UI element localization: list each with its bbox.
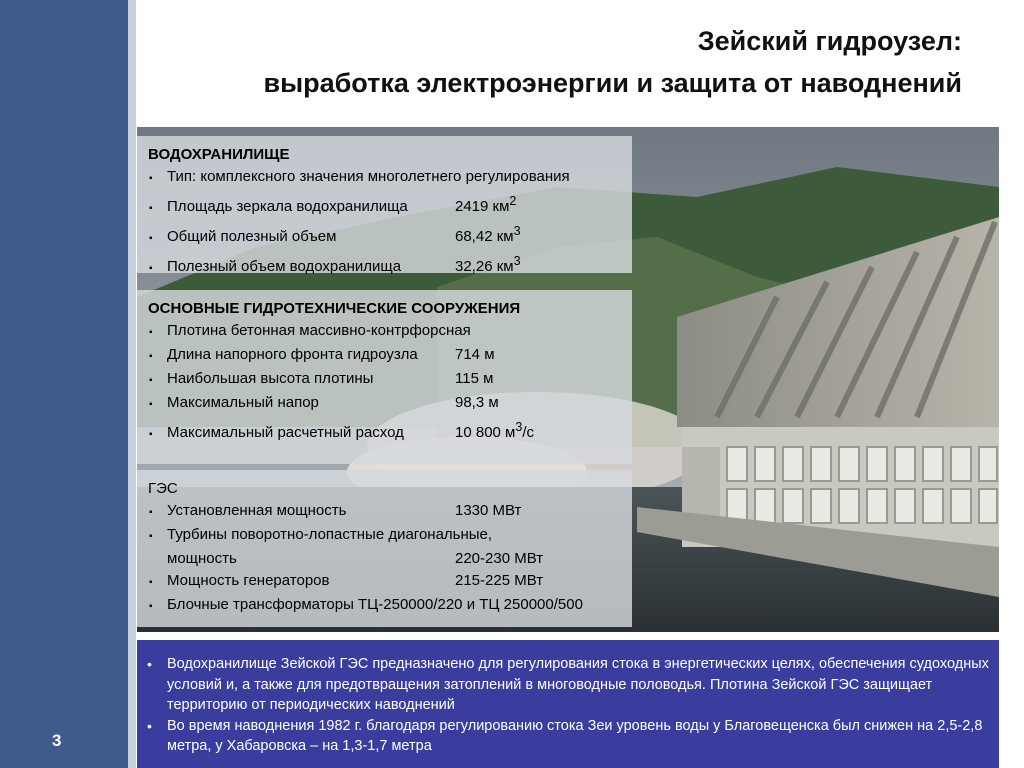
square-bullet-icon: ▪ — [149, 327, 153, 338]
square-bullet-icon: ▪ — [149, 601, 153, 612]
square-bullet-icon: ▪ — [149, 233, 153, 244]
square-bullet-icon: ▪ — [149, 399, 153, 410]
square-bullet-icon: ▪ — [149, 203, 153, 214]
list-item — [148, 570, 622, 594]
list-item — [148, 220, 622, 250]
max-head-value: 98,3 м — [455, 394, 499, 411]
list-item — [148, 392, 622, 416]
installed-capacity-label: Установленная мощность — [167, 502, 347, 519]
note-item — [147, 654, 989, 716]
total-volume-value: 68,42 $км^3$ — [455, 224, 521, 245]
list-item — [148, 524, 622, 548]
left-side-band — [0, 0, 128, 768]
installed-capacity-value: 1330 МВт — [455, 502, 522, 519]
reservoir-type-label: Тип: комплексного значения многолетнего регулирования — [167, 168, 570, 185]
useful-volume-label: Полезный объем водохранилища — [167, 258, 402, 275]
list-item — [148, 250, 622, 280]
list-item — [148, 344, 622, 368]
list-item — [148, 500, 622, 524]
generator-power-value: 215-225 МВт — [455, 572, 544, 589]
round-bullet-icon: • — [147, 717, 152, 734]
title-line-1: Зейский гидроузел: — [697, 26, 962, 56]
front-length-value: 714 м — [455, 346, 495, 363]
notes-panel — [137, 640, 999, 768]
slide-number: 3 — [52, 731, 62, 750]
turbine-power-label: мощность — [167, 550, 237, 567]
square-bullet-icon: ▪ — [149, 351, 153, 362]
title-line-2: выработка электроэнергии и защита от наводнений — [263, 68, 962, 98]
transformers-label: Блочные трансформаторы ТЦ-250000/220 и ТЦ 250000/500 — [167, 596, 583, 613]
list-item — [148, 166, 622, 190]
useful-volume-value: 32,26 $км^3$ — [455, 254, 521, 275]
note-text: Во время наводнения 1982 г. благодаря регулированию стока Зеи уровень воды у Благовещенска был снижен на 2,5-2,8 метра, у Хабаровска – на 1,3-1,7 метра — [167, 717, 983, 754]
square-bullet-icon: ▪ — [149, 263, 153, 274]
hpp-heading: ГЭС — [148, 480, 178, 497]
total-volume-label: Общий полезный объем — [167, 228, 337, 245]
turbines-label: Турбины поворотно-лопастные диагональные, — [167, 526, 493, 543]
surface-area-label: Площадь зеркала водохранилища — [167, 198, 408, 215]
reservoir-info-box — [137, 136, 632, 273]
front-length-label: Длина напорного фронта гидроузла — [167, 346, 418, 363]
square-bullet-icon: ▪ — [149, 375, 153, 386]
dam-type-label: Плотина бетонная массивно-контрфорсная — [167, 322, 471, 339]
list-item — [148, 594, 622, 618]
note-text: Водохранилище Зейской ГЭС предназначено для регулирования стока в энергетических целях, обеспечения судоходных условий и, а также для предотвращения затоплений в многоводные половодья. Плотина Зейской ГЭС защищает территорию от периодических наводнений — [167, 656, 989, 713]
max-height-label: Наибольшая высота плотины — [167, 370, 374, 387]
generator-power-label: Мощность генераторов — [167, 572, 330, 589]
max-height-value: 115 м — [455, 370, 494, 387]
square-bullet-icon: ▪ — [149, 577, 153, 588]
left-side-stripe — [128, 0, 136, 768]
structures-info-box — [137, 290, 632, 464]
list-item — [148, 416, 622, 446]
list-item — [148, 368, 622, 392]
max-discharge-value: 10 800 $м^3/с$ — [455, 420, 534, 441]
list-item — [148, 190, 622, 220]
surface-area-value: 2419 $км^2$ — [455, 194, 517, 215]
note-item — [147, 716, 989, 757]
turbine-power-value: 220-230 МВт — [455, 550, 544, 567]
square-bullet-icon: ▪ — [149, 173, 153, 184]
hpp-info-box — [137, 470, 632, 627]
reservoir-heading: ВОДОХРАНИЛИЩЕ — [148, 146, 290, 163]
slide-title — [140, 20, 1020, 104]
list-item-continuation — [148, 548, 622, 570]
structures-heading: ОСНОВНЫЕ ГИДРОТЕХНИЧЕСКИЕ СООРУЖЕНИЯ — [148, 300, 521, 317]
max-head-label: Максимальный напор — [167, 394, 319, 411]
list-item — [148, 320, 622, 344]
square-bullet-icon: ▪ — [149, 429, 153, 440]
max-discharge-label: Максимальный расчетный расход — [167, 424, 404, 441]
square-bullet-icon: ▪ — [149, 507, 153, 518]
round-bullet-icon: • — [147, 656, 152, 672]
square-bullet-icon: ▪ — [149, 531, 153, 542]
